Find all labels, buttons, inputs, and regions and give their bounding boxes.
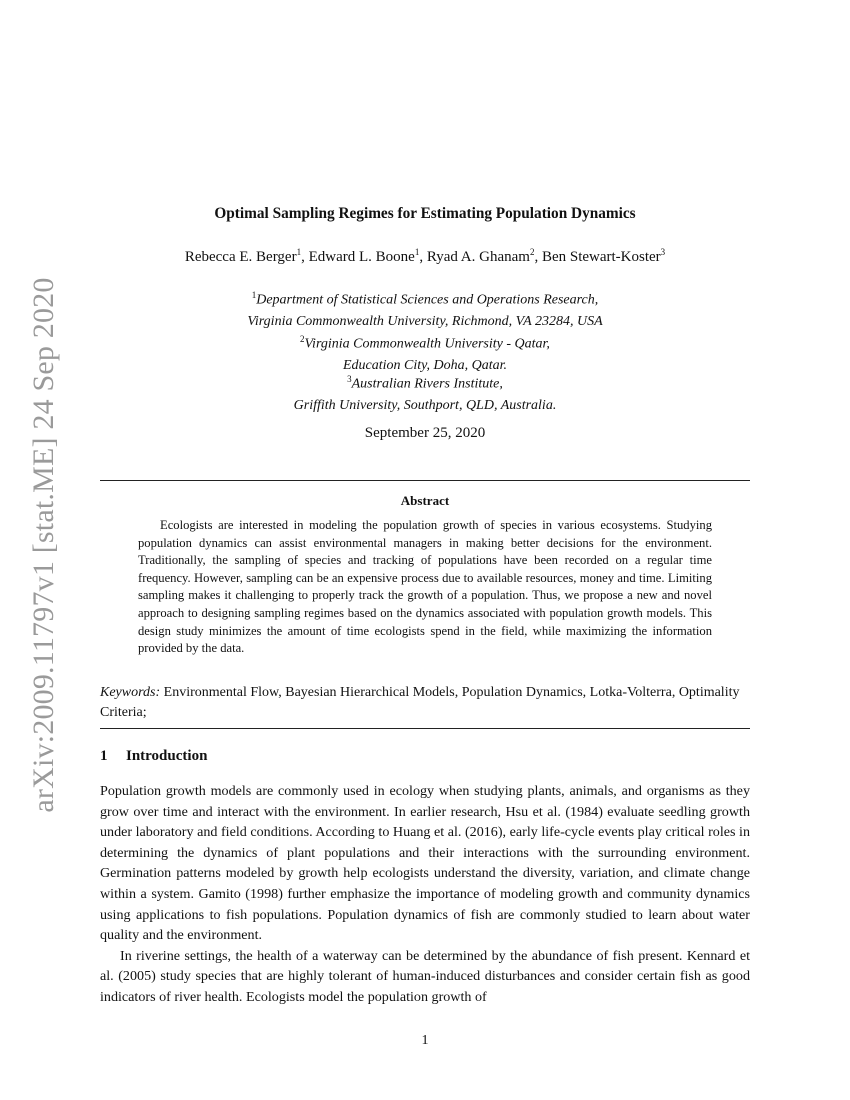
paper-title: Optimal Sampling Regimes for Estimating Population Dynamics xyxy=(214,205,636,222)
section-title: Introduction xyxy=(126,748,208,764)
affiliation-line: Virginia Commonwealth University - Qatar, xyxy=(304,336,550,352)
author-name: Rebecca E. Berger xyxy=(184,249,297,265)
page-number: 1 xyxy=(421,1033,429,1048)
keywords xyxy=(100,683,760,723)
affiliation-line: Griffith University, Southport, QLD, Australia. xyxy=(293,397,557,413)
author-affiliation-mark: 3 xyxy=(660,247,666,257)
affiliation-line: Australian Rivers Institute, xyxy=(351,376,503,392)
affiliation-mark: 1 xyxy=(251,290,257,300)
author-affiliation-mark: 1 xyxy=(296,247,302,257)
affiliation xyxy=(100,369,750,416)
author-affiliation-mark: 1 xyxy=(414,247,420,257)
author-name: Ben Stewart-Koster xyxy=(541,249,661,265)
keywords-bottom-rule xyxy=(100,728,750,729)
abstract-heading: Abstract xyxy=(400,493,450,508)
author-list: Rebecca E. Berger$^1$, Edward L. Boone$^1$, Ryad A. Ghanam$^2$, Ben Stewart-Koster$^3$ xyxy=(184,247,666,265)
section-body xyxy=(100,781,750,1008)
abstract-text: Ecologists are interested in modeling the population growth of species in various ecosystems. Studying population dynamics can assist environmental managers in making better decisions for the environment. Traditionally, the sampling of species and tracking of populations have been recorded on a regular time frequency. However, sampling can be an expensive process due to available resources, money and time. Limiting sampling makes it challenging to properly track the growth of a population. Thus, we propose a new and novel approach to designing sampling regimes based on the dynamics associated with population growth models. This design study minimizes the amount of time ecologists spend in the field, while maximizing the information provided by the data. xyxy=(138,518,712,656)
body-paragraph: In riverine settings, the health of a waterway can be determined by the abundance of fish present. Kennard et al. (2005) study species that are highly tolerant of human-induced disturbances and consider certain fish as good indicators of river health. Ecologists model the population growth of xyxy=(100,947,750,1005)
arxiv-side-stamp xyxy=(22,277,66,813)
affiliation-mark: 3 xyxy=(347,374,352,384)
affiliation-line: Education City, Doha, Qatar. xyxy=(342,357,508,373)
affiliation-line: Virginia Commonwealth University, Richmond, VA 23284, USA xyxy=(247,313,603,329)
affiliation xyxy=(100,285,750,332)
publication-date: September 25, 2020 xyxy=(364,425,486,441)
author-name: Ryad A. Ghanam xyxy=(426,249,530,265)
abstract-top-rule xyxy=(100,480,750,481)
author-affiliation-mark: 2 xyxy=(529,247,535,257)
keywords-label: Keywords: xyxy=(100,685,161,700)
keywords-list: Environmental Flow, Bayesian Hierarchical Models, Population Dynamics, Lotka-Volterra, Optimality Criteria; xyxy=(100,685,740,720)
arxiv-identifier: arXiv:2009.11797v1 [stat.ME] 24 Sep 2020 xyxy=(27,277,60,813)
affiliation-mark: 2 xyxy=(300,334,305,344)
section-number: 1 xyxy=(100,748,108,764)
body-paragraph: Population growth models are commonly used in ecology when studying plants, animals, and organisms as they grow over time and interact with the environment. In earlier research, Hsu et al. (1984) evaluate seedling growth under laboratory and field conditions. According to Huang et al. (2016), early life-cycle events play critical roles in determining the dynamics of plant populations and their interactions with the surrounding environment. Germination patterns modeled by growth help ecologists understand the diversity, variation, and climate change within a system. Gamito (1998) further emphasize the importance of modeling growth and community dynamics using applications to fish populations. Population dynamics of fish are commonly studied to learn about water quality and the environment. xyxy=(100,783,750,944)
affiliation-line: Department of Statistical Sciences and Operations Research, xyxy=(256,292,599,308)
section-heading xyxy=(100,748,207,765)
author-name: Edward L. Boone xyxy=(308,249,415,265)
